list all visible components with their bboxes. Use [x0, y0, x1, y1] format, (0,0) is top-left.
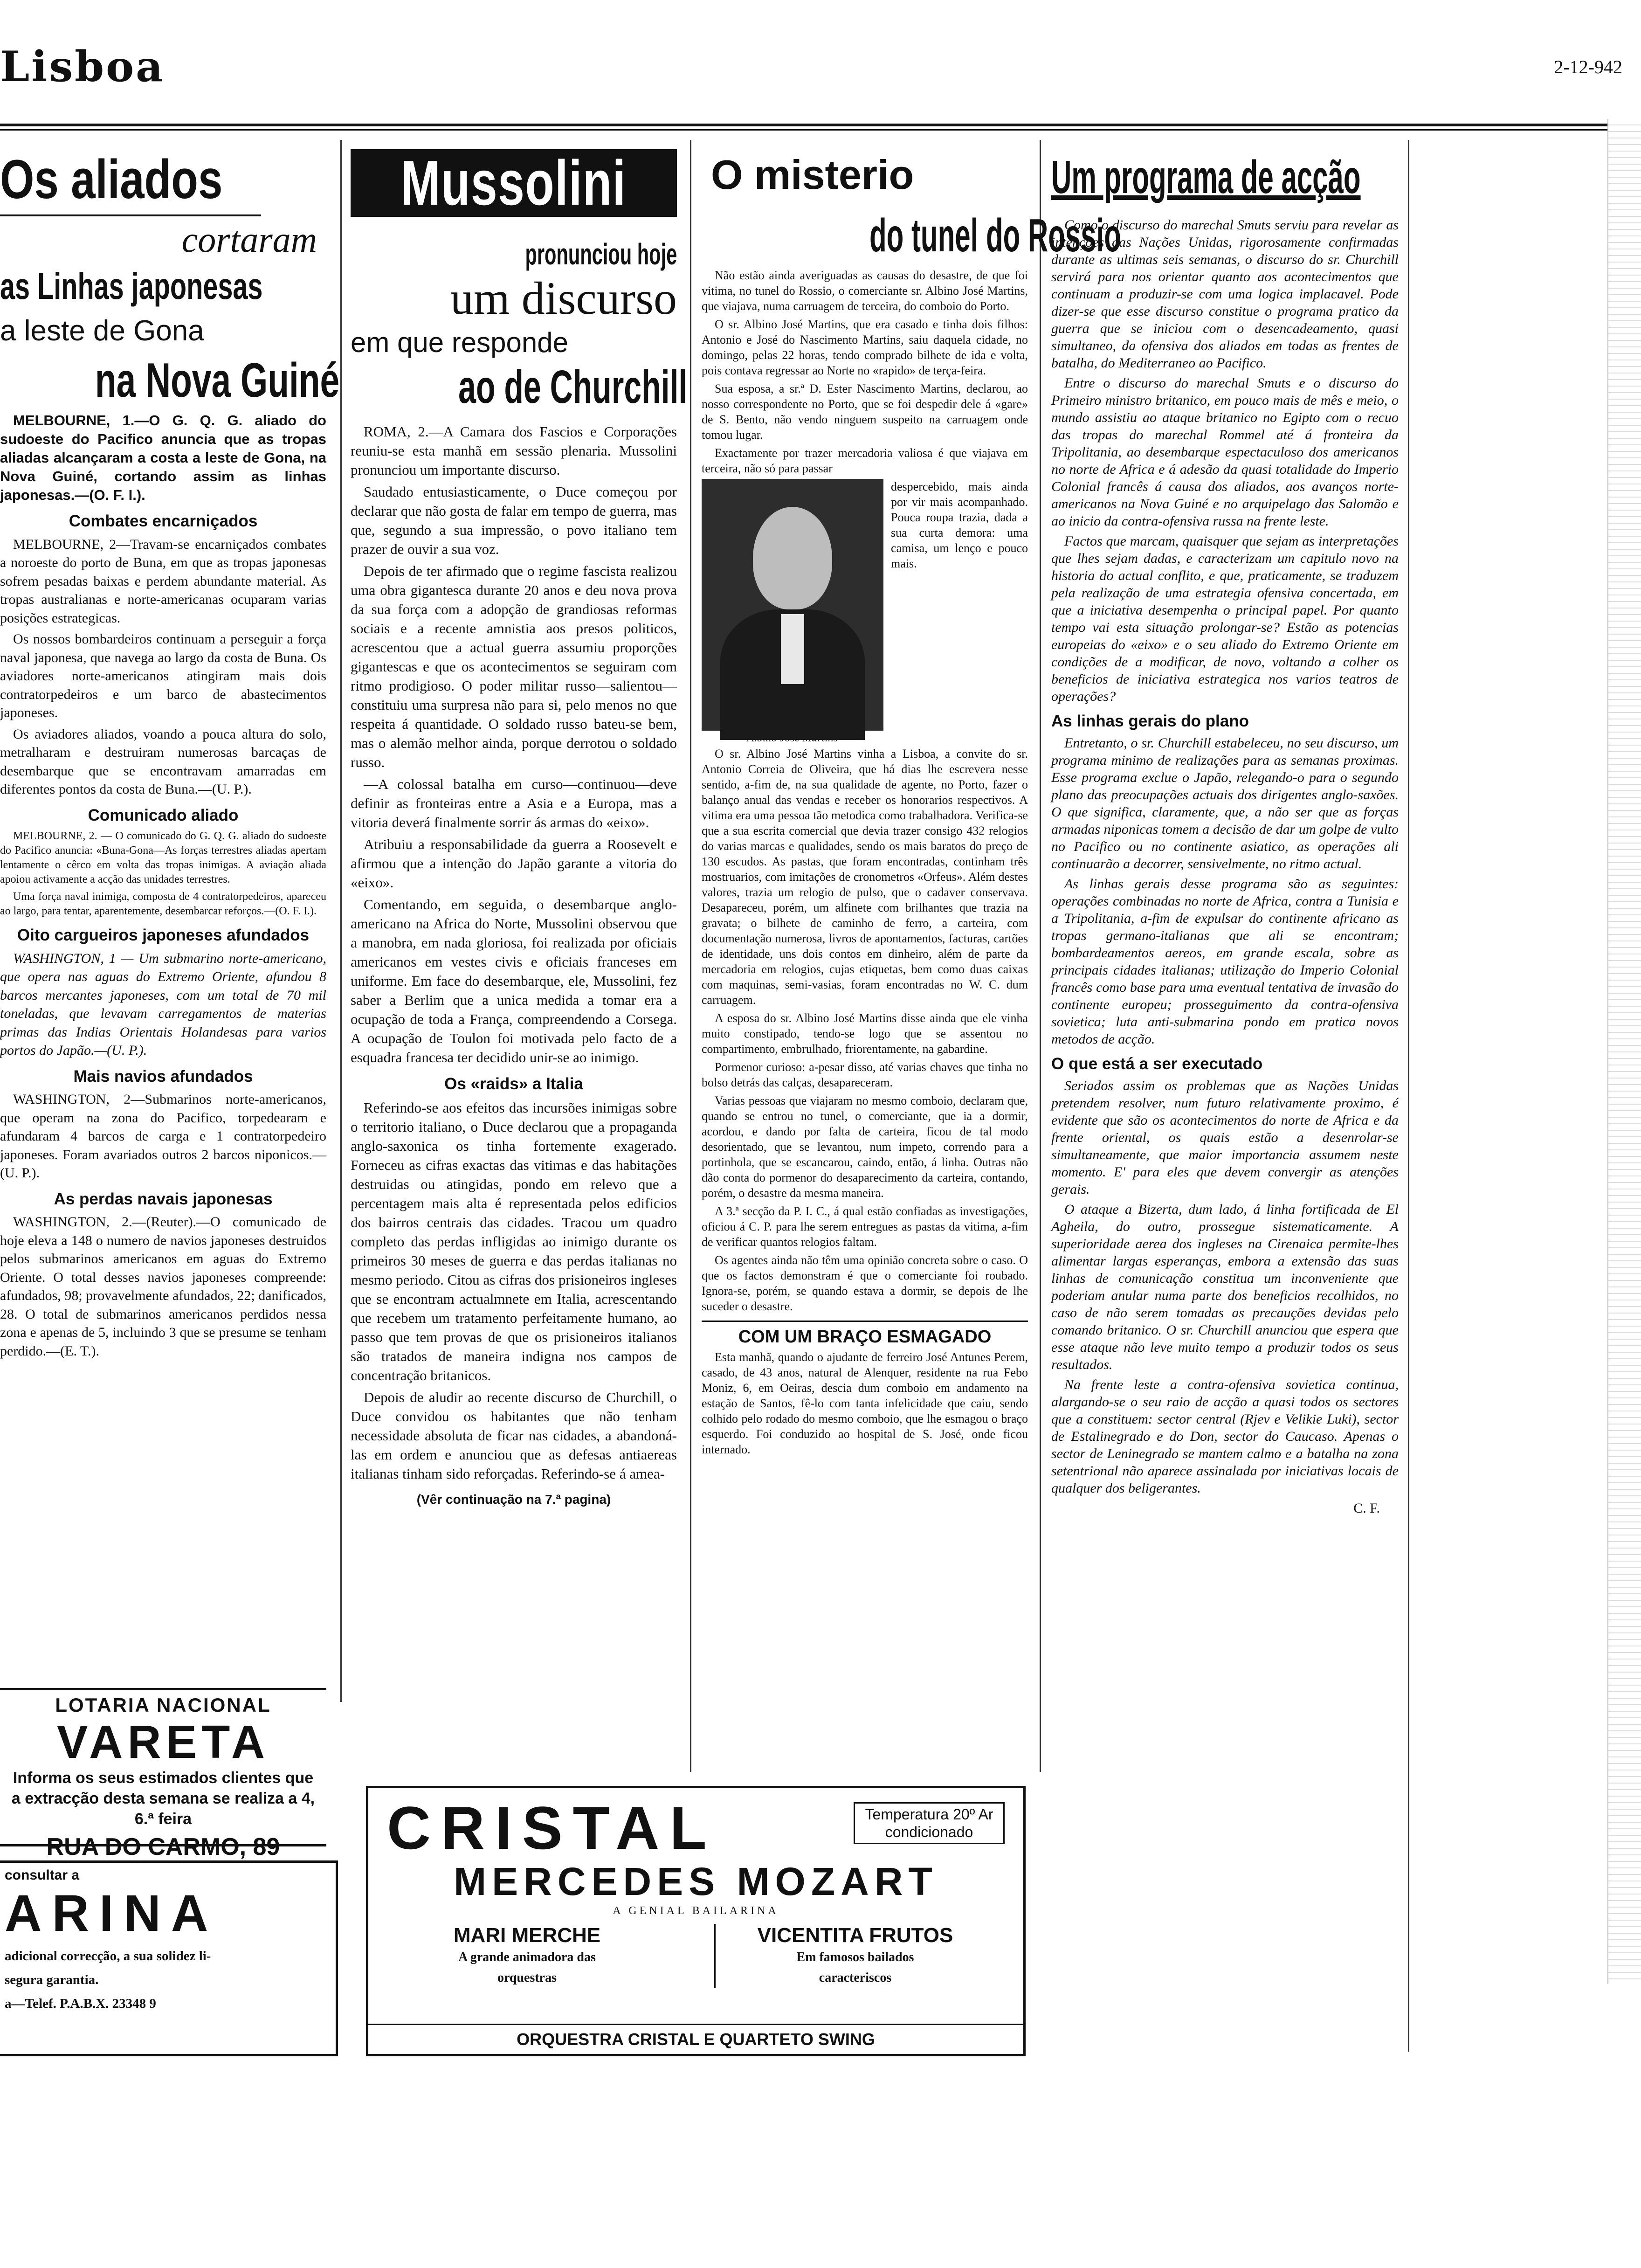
headline-line2: cortaram: [181, 219, 317, 260]
ad-cristal-artist2: VICENTITA FRUTOS: [757, 1924, 953, 1947]
paragraph: MELBOURNE, 2. — O comunicado do G. Q. G. aliado do sudoeste do Pacifico anuncia: «Buna-Gona—As forças terrestres aliadas apertam lentamente o cêrco em volta das tropas inimigas. A aviação aliada apoiou activamente a acção das unidades terrestres.: [0, 830, 326, 885]
article-mussolini: [351, 147, 688, 1509]
headline-line4: a leste de Gona: [0, 315, 204, 347]
paragraph: despercebido, mais ainda por vir mais acompanhado. Pouca roupa trazia, dada a sua curta demora: uma camisa, um lenço e pouco mais.: [891, 480, 1028, 570]
headline: Um programa de acção: [1051, 151, 1361, 203]
ad-farina: [0, 1860, 338, 2056]
ad-cristal-artist1-desc: A grande animadora das orquestras: [458, 1950, 596, 1985]
article-misterio: [702, 149, 1121, 1460]
subhead: O que está a ser executado: [1051, 1055, 1263, 1073]
paragraph: A esposa do sr. Albino José Martins disse ainda que ele vinha muito constipado, tendo-se logo que se assentou no compartimento, embrulhado, friorentamente, na gabardine.: [702, 1011, 1028, 1056]
subhead: As linhas gerais do plano: [1051, 712, 1249, 730]
paragraph: O sr. Albino José Martins, que era casado e tinha dois filhos: Antonio e José do Nascimento Martins, saiu daquela cidade, no domingo, pelas 22 horas, tendo comprado bilhete de ida e volta, pois contava regressar ao Norte no «rapido» de terça-feira.: [702, 318, 1028, 377]
paragraph: Seriados assim os problemas que as Nações Unidas pretendem resolver, num futuro relativamente proximo, é evidente que são os acontecimentos do norte de Africa e da frente oriental, os quais estão a desenrolar-se simultaneamente, que maior importancia assumem neste momento. E' para eles que devem convergir as atenções gerais.: [1051, 1078, 1399, 1197]
paragraph: Uma força naval inimiga, composta de 4 contratorpedeiros, apareceu ao largo, para tentar, aparentemente, desembarcar reforços.—(O. F. I.).: [0, 891, 326, 917]
column-divider: [340, 140, 342, 1702]
subhead: As perdas navais japonesas: [54, 1189, 273, 1208]
ad-lottery-text: Informa os seus estimados clientes que a extracção desta semana se realiza a 4, 6.ª feira: [11, 1769, 315, 1828]
ad-cristal-name: CRISTAL: [387, 1794, 717, 1862]
paragraph: ROMA, 2.—A Camara dos Fascios e Corporações reuniu-se esta manhã em sessão plenaria. Mussolini pronunciou um importante discurso.: [351, 423, 677, 478]
paragraph: Depois de aludir ao recente discurso de Churchill, o Duce convidou os habitantes que não tenham necessidade absoluta de ficar nas cidades, a abandoná-las em ordem e anunciou que as defesas antiaereas italianas tinham sido reforçadas. Referindo-se á amea-: [351, 1389, 677, 1482]
paragraph: Os agentes ainda não têm uma opinião concreta sobre o caso. O que os factos demonstram é que o comerciante foi roubado. Ignora-se, porém, se quando estava a dormir, se depois de lhe suceder o desastre.: [702, 1253, 1028, 1313]
subhead: Comunicado aliado: [88, 806, 239, 824]
ad-farina-line4: segura garantia.: [5, 1972, 99, 1987]
subhead: Mais navios afundados: [73, 1067, 253, 1086]
paragraph: Comentando, em seguida, o desembarque anglo-americano na Africa do Norte, Mussolini observou que a manobra, em nada gloriosa, foi realizada por oficiais americanos em vestes civis e oficiais franceses em uniforme. Em face do desembarque, ele, Mussolini, fez saber a Berlim que a unica medida a tomar era a ocupação de toda a França, compreendendo a Corsega. A ocupação de Toulon foi motivada pelo facto de a esquadra francesa ter decidido unir-se ao inimigo.: [351, 896, 677, 1065]
paragraph: Referindo-se aos efeitos das incursões inimigas sobre o territorio italiano, o Duce declarou que a propaganda anglo-saxonica os tinha fortemente exagerado. Forneceu as cifras exactas das vitimas e das habitações destruidas ou atingidas, pondo em relevo que a percentagem mais alta é representada pelos edificios dos bairros centrais das cidades. Tracou um quadro completo das perdas infligidas ao inimigo durante os primeiros 30 meses de guerra e das perdas italianas no mesmo periodo. Citou as cifras dos prisioneiros ingleses que se encontram actualmnete em Italia, acrescentando que recebem um tratamento perfeitamente humano, ao passo que tem provas de que os prisioneiros italianos são tratados de maneira indigna nos campos de concentração britanicos.: [351, 1099, 677, 1383]
ad-farina-line3: adicional correcção, a sua solidez li-: [5, 1949, 211, 1964]
signature: C. F.: [1353, 1500, 1380, 1516]
page-edge-strip: [1607, 119, 1641, 1984]
ad-cristal-subtitle: A GENIAL BAILARINA: [613, 1905, 779, 1917]
paragraph: Sua esposa, a sr.ª D. Ester Nascimento Martins, declarou, ao nosso correspondente no Porto, que se foi despedir dele á «gare» de S. Bento, não vendo ninguem suspeito na carruagem onde tomou lugar.: [702, 382, 1028, 442]
lead-paragraph: MELBOURNE, 1.—O G. Q. G. aliado do sudoeste do Pacifico anuncia que as tropas aliadas alcançaram a costa a leste de Gona, na Nova Guiné, cortando assim as linhas japonesas.—(O. F. I.).: [0, 412, 326, 503]
subhead: Oito cargueiros japoneses afundados: [17, 926, 310, 944]
headline-line5: ao de Churchill: [458, 361, 688, 413]
column-divider: [690, 140, 691, 1772]
paragraph: WASHINGTON, 1 — Um submarino norte-americano, que opera nas aguas do Extremo Oriente, afundou 8 barcos mercantes japoneses, com um total de 70 mil toneladas, que levavam carregamentos de materias primas das Indias Orientais Holandesas para varios portos do Japão.—(U. P.).: [0, 950, 326, 1058]
paragraph: WASHINGTON, 2.—(Reuter).—O comunicado de hoje eleva a 148 o numero de navios japoneses destruidos pelos submarinos americanos em aguas do Extremo Oriente. O total desses navios japoneses compreende: afundados, 98; provavelmente afundados, 22; danificados, 28. O total de submarinos americanos perdidos nessa zona e apenas de 5, incluindo 3 que se presume se tenham perdido.—(E. T.).: [0, 1214, 326, 1359]
paragraph: Atribuiu a responsabilidade da guerra a Roosevelt e afirmou que a intenção do Japão garante a vitoria do «eixo».: [351, 836, 677, 891]
headline-line5: na Nova Guiné: [95, 353, 340, 408]
paragraph: O sr. Albino José Martins vinha a Lisboa, a convite do sr. Antonio Correia de Oliveira, que há dias lhe escrevera nesse sentido, a-fim de, na sua qualidade de agente, no Porto, fazer o balanço anual das vendas e receber os honorarios respectivos. A vitima era uma pessoa tão metodica como trabalhadora. Verifica-se que a sua escrita comercial que devia trazer consigo 432 relogios do varias marcas e qualidades, sendo os mais baratos do preço de 130 escudos. As pastas, que foram encontradas, continham três mostruarios, com imitações de cronometros «Orfeus». Além destes valores, trazia um relogio de pulso, que o cadaver conservava. Desapareceu, porém, um alfinete com brilhantes que trazia na gravata; o bilhete de caminho de ferro, a carteira, com documentação numerosa, livros de apontamentos, facturas, cartões de identidade, uns dois contos em dinheiro, além de parte da mercadoria em relogios, cujas etiquetas, bem como duas caixas com maquinas, semi-vasias, foram encontradas no W. C. dum carruagem.: [702, 747, 1028, 1007]
paragraph: A 3.ª secção da P. I. C., á qual estão confiadas as investigações, oficiou á C. P. para lhe serem entregues as pastas da vitima, a-fim de verificar quantos relogios faltam.: [702, 1204, 1028, 1249]
headline: O misterio: [711, 152, 914, 198]
headline-line3: as Linhas japonesas: [0, 265, 263, 307]
paragraph: O ataque a Bizerta, dum lado, á linha fortificada de El Agheila, do outro, prossegue sistematicamente. A superioridade aerea dos ingleses na Cirenaica permite-lhes alimentar largas esperanças, embora a extensão das suas linhas de comunicação constitua um inconveniente que poderiam anular numa parte dos beneficios recolhidos, no caso de não serem tomadas as precauções devidas pelo comando britanico. O sr. Churchill anunciou que espera que esse ataque não leve muito tempo a produzir todos os seus resultados.: [1051, 1202, 1399, 1372]
ad-cristal-temperature: Temperatura 20º Ar condicionado: [854, 1802, 1005, 1844]
paragraph: Pormenor curioso: a-pesar disso, até varias chaves que tinha no bolso detrás das calças, desapareceram.: [702, 1060, 1028, 1089]
paragraph: Esta manhã, quando o ajudante de ferreiro José Antunes Perem, casado, de 43 anos, natural de Alenquer, residente na rua Febo Moniz, 6, em Oeiras, descia dum comboio em andamento na estação de Santos, fê-lo com tanta infelicidade que caiu, sendo colhido pelo rodado do mesmo comboio, que lhe esmagou o braço esquerdo. Foi conduzido ao hospital de S. José, onde ficou internado.: [702, 1350, 1028, 1456]
masthead-title: Lisboa: [0, 42, 165, 91]
ad-cristal-artist1: MARI MERCHE: [453, 1924, 601, 1947]
headline: Os aliados: [0, 149, 223, 210]
paragraph: Depois de ter afirmado que o regime fascista realizou uma obra gigantesca durante 20 anos e deu nova prova da sua força com a adopção de grandiosas reformas sociais e a recente amnistia aos presos politicos, acrescentou que a actual guerra assumiu proporções gigantescas e que os acontecimentos se seguiram com ritmo prodigioso. O poder militar russo—salientou—constituiu uma surpresa não para si, pelo menos no que respeita á quantidade. O soldado russo bateu-se bem, mas o alemão melhor ainda, porque derrotou o soldado russo.: [351, 563, 677, 770]
ad-lottery-line1: LOTARIA NACIONAL: [55, 1694, 271, 1716]
paragraph: Exactamente por trazer mercadoria valiosa é que viajava em terceira, não só para passar: [702, 446, 1028, 475]
subhead: Os «raids» a Italia: [444, 1075, 583, 1093]
headline-line3: um discurso: [450, 272, 677, 324]
paragraph: Os nossos bombardeiros continuam a perseguir a força naval japonesa, que navega ao largo da costa de Buna. Os aviadores norte-americanos atingiram mais dois contratorpedeiros e um barco de abastecimentos japoneses.: [0, 631, 326, 720]
headline-line4: em que responde: [351, 327, 568, 358]
paragraph: Varias pessoas que viajaram no mesmo comboio, declaram que, quando se entrou no tunel, o comerciante, que ia a dormir, acordou, e dando por falta de carteira, ficou de tal modo desorientado, que se levantou, num impeto, correndo para a portinhola, que se escancarou, caindo, então, á linha. Outras não dão conta do pormenor do desaparecimento da carteira, contando, porém, o desastre da mesma maneira.: [702, 1094, 1028, 1200]
article-programa: [1051, 149, 1399, 1517]
ad-farina-line1: consultar a: [5, 1867, 80, 1883]
header-rule: [0, 124, 1618, 131]
continuation-note: (Vêr continuação na 7.ª pagina): [416, 1492, 611, 1507]
paragraph: Na frente leste a contra-ofensiva sovietica continua, alargando-se o seu raio de acção a quasi todos os sectores que a constituem: sector central (Rjev e Velikie Luki), sector de Estalinegrado e do Don, sector do Caucaso. Apenas o sector de Leninegrado se mantem calmo e a batalha na zona setentrional não aparece assinalada por iniciativas locais de qualquer dos beligerantes.: [1051, 1377, 1399, 1496]
subhead: COM UM BRAÇO ESMAGADO: [738, 1327, 992, 1347]
ad-cristal-headliner: MERCEDES MOZART: [454, 1860, 938, 1903]
paragraph: Entretanto, o sr. Churchill estabeleceu, no seu discurso, um programa minimo de realizações para as semanas proximas. Esse programa exclue o Japão, relegando-o para o segundo plano das preocupações actuais dos dirigentes anglo-saxões. O que significa, claramente, que, a não ser que as forças armadas niponicas tomem a decisão de dar um golpe de vulto no Pacifico ou no continente asiatico, as operações ali continuarão a decorrer, sensivelmente, no ritmo actual.: [1051, 735, 1399, 871]
ad-cristal-artist2-desc: Em famosos bailados caracteriscos: [796, 1950, 914, 1985]
ad-lottery-name: VARETA: [56, 1716, 270, 1768]
paragraph: —A colossal batalha em curso—continuou—deve definir as fronteiras entre a Asia e a Europa, mas a vitoria deverá finalmente sorrir ás armas do «eixo».: [351, 776, 677, 830]
paragraph: Saudado entusiasticamente, o Duce começou por declarar que não gosta de falar em tempo de guerra, mas que, segundo a sua impressão, o povo italiano tem prazer de ouvir a sua voz.: [351, 484, 677, 557]
paragraph: Factos que marcam, quaisquer que sejam as interpretações que lhes sejam dadas, e caracterizam um capitulo novo na historia do actual conflito, e que, praticamente, se traduzem pela realização de uma estrategia ofensiva concertada, em que a iniciativa desempenha o principal papel. Por quanto tempo vai esta situação prolongar-se? Estão as potencias europeias do «eixo» e o seu aliado do Extremo Oriente em condições de a modificar, de novo, voltando a colher os beneficios de iniciativa estrategica nos varios teatros de operações?: [1051, 533, 1399, 704]
paragraph: Não estão ainda averiguadas as causas do desastre, de que foi vitima, no tunel do Rossio, o comerciante sr. Albino José Martins, que viajava, numa carruagem de terceira, do comboio do Porto.: [702, 269, 1028, 313]
ad-farina-phone: a—Telef. P.A.B.X. 23348 9: [5, 1996, 156, 2011]
ad-cristal: [366, 1786, 1026, 2056]
headline-line2: do tunel do Rossio: [869, 209, 1121, 262]
page-date: 2-12-942: [1554, 56, 1622, 77]
ad-lottery: [0, 1688, 326, 1860]
ad-cristal-footer: ORQUESTRA CRISTAL E QUARTETO SWING: [368, 2024, 1023, 2054]
paragraph: Entre o discurso do marechal Smuts e o discurso do Primeiro ministro britanico, em pouco mais de mês e meio, o mundo assistiu ao ataque britanico no Egipto com o recuo das tropas do marechal Rommel até á fronteira da Tripolitania, ao desembarque espectaculoso dos americanos no norte de Africa e á adesão da quasi totalidade do Imperio Colonial francês á causa dos aliados, aos avanços norte-americanos na Nova Guiné e no arquipelago das Salomão e ao inicio da contra-ofensiva russa na frente leste.: [1051, 375, 1399, 529]
paragraph: Como o discurso do marechal Smuts serviu para revelar as intenções das Nações Unidas, rigorosamente confirmadas durante as ultimas seis semanas, o discurso do sr. Churchill servirá para nos orientar quanto aos acontecimentos que continuam a produzir-se com uma logica implacavel. Pode dizer-se que esse discurso constitue o programa pratico da guerra que se iniciou com o desencadeamento, quasi simultaneo, da ofensiva dos aliados em todas as frentes de batalha, do Mediterraneo ao Pacifico.: [1051, 217, 1399, 371]
article-aliados: [0, 149, 340, 1363]
headline: Mussolini: [401, 147, 627, 218]
subhead: Combates encarniçados: [69, 512, 258, 530]
paragraph: As linhas gerais desse programa são as seguintes: operações combinadas no norte de Africa, contra a Tunisia e a Tripolitania, a-fim de expulsar do continente africano as tropas germano-italianas que ali se encontram; bombardeamentos aereos, em grande escala, sobre as principais cidades italianas; utilização do Imperio Colonial francês como base para uma eventual tentativa de invasão do continente europeu; prosseguimento da contra-ofensiva sovietica; luta anti-submarina pondo em pratica novos metodos de acção.: [1051, 876, 1399, 1047]
ad-lottery-address: RUA DO CARMO, 89: [46, 1833, 280, 1860]
headline-line2: pronunciou hoje: [525, 237, 677, 271]
ad-farina-brand: ARINA: [5, 1885, 219, 1942]
portrait-photo: [702, 479, 883, 731]
paragraph: MELBOURNE, 2—Travam-se encarniçados combates a noroeste do porto de Buna, em que as tropas japonesas sofrem pesadas baixas e perdem abundante material. As tropas australianas e norte-americanas ocuparam varias posições estrategicas.: [0, 536, 326, 626]
paragraph: Os aviadores aliados, voando a pouca altura do solo, metralharam e destruiram numerosas barcaças de desembarque que se encontravam amarradas em diferentes pontos da costa de Buna.—(U. P.).: [0, 726, 326, 797]
column-divider: [1040, 140, 1041, 1772]
column-divider: [1408, 140, 1409, 2052]
paragraph: WASHINGTON, 2—Submarinos norte-americanos, que operam na zona do Pacifico, torpedearam e afundaram 4 barcos de carga e 1 contratorpedeiro japoneses. Foram avariados outros 2 barcos niponicos.—(U. P.).: [0, 1092, 326, 1181]
